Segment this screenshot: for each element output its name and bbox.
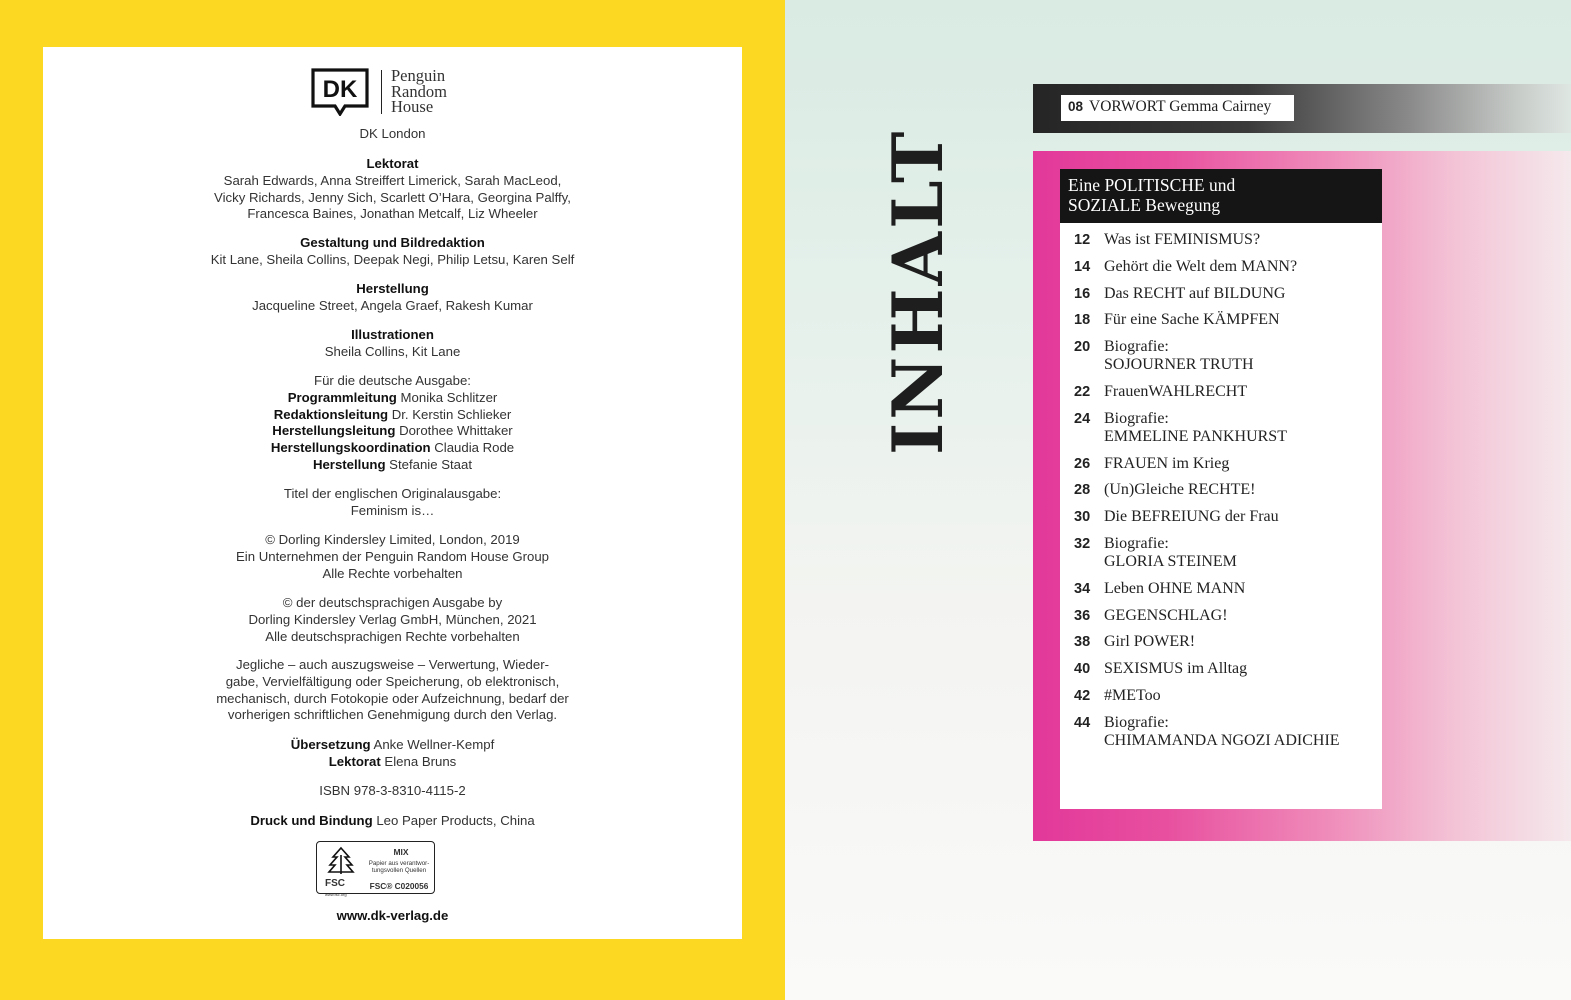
- page-number: 34: [1074, 580, 1091, 597]
- page-number: 12: [1074, 232, 1091, 248]
- entry-title: FRAUEN im Krieg: [1104, 454, 1230, 472]
- page-number: 20: [1074, 339, 1091, 356]
- toc-entry[interactable]: [1074, 455, 1374, 473]
- entry-subtitle: CHIMAMANDA NGOZI ADICHIE: [1104, 731, 1340, 749]
- entry-title: Biografie:: [1104, 534, 1169, 552]
- entry-title: FrauenWAHLRECHT: [1104, 382, 1248, 400]
- toc-entry-vorwort[interactable]: [1061, 95, 1294, 121]
- toc-entry[interactable]: [1074, 258, 1374, 276]
- entry-title: SEXISMUS im Alltag: [1104, 660, 1248, 678]
- page-number: 30: [1074, 509, 1091, 526]
- logo-divider: [381, 70, 382, 114]
- credits-illustrationen: Illustrationen Sheila Collins, Kit Lane: [324, 327, 461, 359]
- toc-entry[interactable]: [1074, 687, 1374, 705]
- toc-entry[interactable]: [1074, 508, 1374, 526]
- toc-entry[interactable]: [1074, 285, 1374, 303]
- entry-title: Girl POWER!: [1104, 633, 1196, 651]
- toc-entry[interactable]: [1074, 607, 1374, 625]
- toc-entry[interactable]: [1074, 311, 1374, 329]
- entry-title: Biografie:: [1104, 338, 1169, 356]
- entry-title: Biografie:: [1104, 713, 1169, 731]
- toc-entry[interactable]: [1074, 383, 1374, 401]
- toc-entry[interactable]: [1074, 535, 1374, 571]
- page-number: 28: [1074, 482, 1091, 499]
- svg-text:DK: DK: [322, 76, 358, 103]
- entry-title: Für eine Sache KÄMPFEN: [1104, 311, 1280, 329]
- toc-entry[interactable]: [1074, 338, 1374, 374]
- entry-title: GEGENSCHLAG!: [1104, 606, 1228, 624]
- page-number: 38: [1074, 634, 1091, 651]
- page-number: 24: [1074, 410, 1091, 427]
- publisher-logo: [311, 68, 481, 116]
- fsc-description: Papier aus verantwor- tungsvollen Quellen: [368, 860, 430, 874]
- toc-entry[interactable]: [1074, 410, 1374, 446]
- credits-lektorat: Lektorat Sarah Edwards, Anna Streiffert Limerick, Sarah MacLeod, Vicky Richards, Jenny Sich, Scarlett O’Hara, Georgina Palffy, Francesca Baines, Jonathan Metcalf, Liz Wheeler: [214, 156, 571, 222]
- entry-subtitle: EMMELINE PANKHURST: [1104, 427, 1287, 445]
- dk-logo-icon: [311, 68, 369, 116]
- page-number: 26: [1074, 455, 1091, 472]
- dk-london: DK London: [359, 126, 426, 141]
- entry-subtitle: GLORIA STEINEM: [1104, 552, 1237, 570]
- toc-frame: [1033, 151, 1571, 841]
- toc-entry[interactable]: [1074, 580, 1374, 598]
- imprint-page: [0, 0, 785, 1000]
- page-number: 36: [1074, 607, 1091, 624]
- vorwort-banner: [1033, 84, 1571, 133]
- entry-title: Die BEFREIUNG der Frau: [1104, 508, 1279, 526]
- entry-title: Was ist FEMINISMUS?: [1104, 231, 1261, 248]
- page-number: 42: [1074, 687, 1091, 704]
- entry-title: Leben OHNE MANN: [1104, 579, 1246, 597]
- website[interactable]: www.dk-verlag.de: [336, 908, 449, 923]
- credits-herstellung: Herstellung Jacqueline Street, Angela Graef, Rakesh Kumar: [252, 281, 533, 313]
- copyright-german: © der deutschsprachigen Ausgabe by Dorling Kindersley Verlag GmbH, München, 2021 Alle deutschsprachigen Rechte vorbehalten: [248, 595, 537, 644]
- credits-german-edition: Für die deutsche Ausgabe: Programmleitung Monika Schlitzer Redaktionsleitung Dr. Kerstin Schlieker Herstellungsleitung Dorothee Whittaker Herstellungskoordination Claudia Rode Herstellung Stefanie Staat: [270, 373, 515, 472]
- entry-title: Das RECHT auf BILDUNG: [1104, 284, 1286, 302]
- entry-title: #METoo: [1104, 686, 1161, 704]
- toc-entry[interactable]: [1074, 714, 1374, 750]
- toc-entry[interactable]: [1074, 231, 1374, 249]
- fsc-tree-icon: [323, 846, 359, 876]
- page-number: 32: [1074, 535, 1091, 552]
- fsc-code: FSC® C020056: [369, 881, 429, 891]
- rights-notice: Jegliche – auch auszugsweise – Verwertung, Wieder- gabe, Vervielfältigung oder Speicherung, ob elektronisch, mechanisch, durch Fotokopie oder Aufzeichnung, bedarf der vorherigen schriftlichen Genehmigung durch den Verlag.: [216, 657, 569, 723]
- credits-translation: Übersetzung Anke Wellner-Kempf Lektorat Elena Bruns: [290, 737, 495, 769]
- penguin-random-house-wordmark: Penguin Random House: [391, 66, 447, 116]
- fsc-badge: [316, 841, 435, 897]
- print-credit: Druck und Bindung Leo Paper Products, China: [250, 813, 535, 828]
- page-number: 44: [1074, 714, 1091, 731]
- page-number: 14: [1074, 258, 1091, 275]
- credits-gestaltung: Gestaltung und Bildredaktion Kit Lane, Sheila Collins, Deepak Negi, Philip Letsu, Karen Self: [210, 235, 575, 267]
- page-number: 22: [1074, 383, 1091, 400]
- toc-entry[interactable]: [1074, 481, 1374, 499]
- toc-card: [1060, 169, 1382, 809]
- toc-entry[interactable]: [1074, 660, 1374, 678]
- entry-subtitle: SOJOURNER TRUTH: [1104, 356, 1254, 374]
- fsc-mix: MIX: [393, 847, 409, 857]
- toc-list: [1074, 231, 1374, 759]
- page-number: 40: [1074, 661, 1091, 678]
- entry-title: Gehört die Welt dem MANN?: [1104, 257, 1298, 275]
- contents-page: [785, 0, 1571, 1000]
- page-number: 18: [1074, 312, 1091, 329]
- entry-title: Biografie:: [1104, 409, 1169, 427]
- original-title: Titel der englischen Originalausgabe: Feminism is…: [283, 486, 502, 518]
- entry-title: VORWORT Gemma Cairney: [1089, 98, 1272, 115]
- isbn: ISBN 978-3-8310-4115-2: [319, 783, 466, 798]
- contents-title: INHALT: [878, 128, 959, 455]
- section-heading: Eine POLITISCHE und SOZIALE Bewegung: [1060, 169, 1382, 223]
- page-number: 08: [1068, 99, 1084, 114]
- entry-title: (Un)Gleiche RECHTE!: [1104, 481, 1256, 499]
- fsc-label: FSC: [325, 878, 345, 889]
- imprint-panel: [43, 47, 742, 939]
- page-number: 16: [1074, 285, 1091, 302]
- copyright-english: © Dorling Kindersley Limited, London, 2019 Ein Unternehmen der Penguin Random House Group Alle Rechte vorbehalten: [235, 532, 550, 581]
- toc-entry[interactable]: [1074, 633, 1374, 651]
- fsc-url: www.fsc.org: [325, 892, 347, 897]
